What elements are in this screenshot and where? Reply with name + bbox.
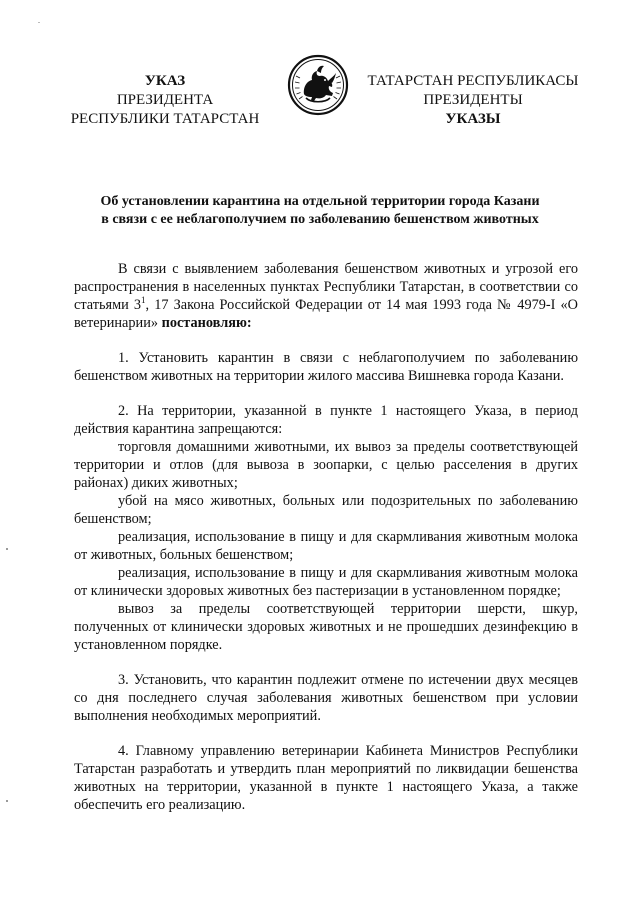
header-left-line-1: УКАЗ (144, 73, 186, 89)
header-right-line-3: УКАЗЫ (445, 111, 501, 127)
item-2-list-item: реализация, использование в пищу и для скармливания животным молока от клинически здоровых животных без пастеризации в установленном порядке; (74, 565, 578, 599)
header-left-line-3: РЕСПУБЛИКИ ТАТАРСТАН (70, 111, 260, 127)
item-2-list-item: вывоз за пределы соответствующей территории шерсти, шкур, полученных от клинически здоровых животных и не прошедших дезинфекцию в установленном порядке. (74, 601, 578, 653)
scan-speck (6, 548, 8, 550)
intro-paragraph (74, 260, 578, 332)
item-3: 3. Установить, что карантин подлежит отмене по истечении двух месяцев со дня последнего случая заболевания животных бешенством при условии выполнения необходимых мероприятий. (74, 672, 578, 724)
item-2-list-item: реализация, использование в пищу и для скармливания животным молока от животных, больных бешенством; (74, 529, 578, 563)
title-line-2: в связи с ее неблагополучием по заболеванию бешенством животных (101, 212, 539, 227)
tatarstan-coat-of-arms-icon (287, 54, 349, 116)
intro-text: В связи с выявлением заболевания бешенством животных и угрозой его распространения в населенных пунктах Республики Татарстан, в соответствии со статьями 3 (74, 261, 578, 313)
item-4: 4. Главному управлению ветеринарии Кабинета Министров Республики Татарстан разработать и утвердить план мероприятий по ликвидации бешенства животных на территории, указанной в пункте 1 настоящего Указа, а также обеспечить его реализацию. (74, 743, 578, 813)
decree-title (60, 193, 580, 229)
header-tatar (360, 72, 586, 129)
item-2-list-item: убой на мясо животных, больных или подозрительных по заболеванию бешенством; (74, 493, 578, 527)
intro-superscript: 1 (141, 295, 146, 306)
header-russian (62, 72, 268, 129)
scan-speck (6, 800, 8, 802)
header-left-line-2: ПРЕЗИДЕНТА (116, 92, 214, 108)
item-2: 2. На территории, указанной в пункте 1 настоящего Указа, в период действия карантина запрещаются: (74, 403, 578, 437)
decree-body (74, 260, 578, 814)
intro-text-2: , 17 Закона Российской Федерации от 14 мая 1993 года № 4979-I «О ветеринарии» (74, 297, 578, 331)
item-1: 1. Установить карантин в связи с неблагополучием по заболеванию бешенством животных на территории жилого массива Вишневка города Казани. (74, 350, 578, 384)
intro-resolve: постановляю: (161, 315, 252, 331)
header-right-line-1: ТАТАРСТАН РЕСПУБЛИКАСЫ (367, 73, 579, 89)
item-2-list-item: торговля домашними животными, их вывоз за пределы соответствующей территории и отлов (для вывоза в зоопарки, с целью расселения в других районах) диких животных; (74, 439, 578, 491)
scan-speck (38, 22, 40, 23)
title-line-1: Об установлении карантина на отдельной территории города Казани (100, 194, 540, 209)
header-right-line-2: ПРЕЗИДЕНТЫ (423, 92, 523, 108)
